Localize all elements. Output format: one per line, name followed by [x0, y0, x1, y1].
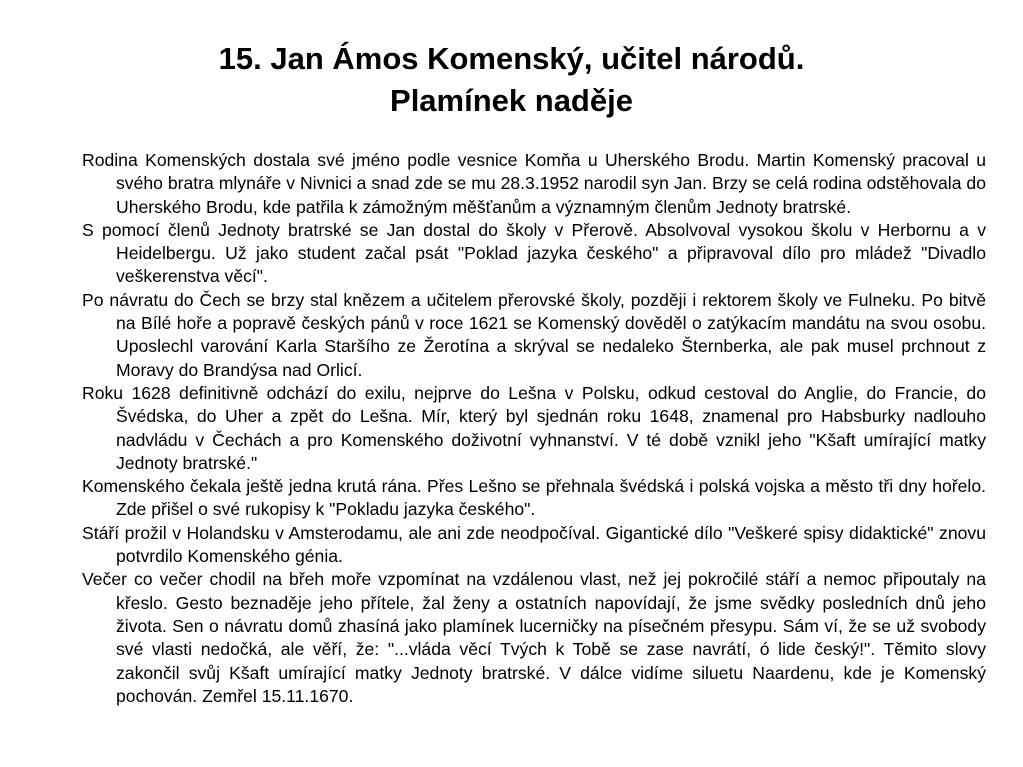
paragraph: Stáří prožil v Holandsku v Amsterodamu, ale ani zde neodpočíval. Gigantické dílo "Veškeré spisy didaktické" znovu potvrdilo Komenského génia. — [82, 522, 986, 567]
paragraph: S pomocí členů Jednoty bratrské se Jan dostal do školy v Přerově. Absolvoval vysokou školu v Herbornu a v Heidelbergu. Už jako student začal psát "Poklad jazyka českého" a připravoval dílo pro mládež "Divadlo veškerenstva věcí". — [82, 219, 986, 287]
paragraph: Roku 1628 definitivně odchází do exilu, nejprve do Lešna v Polsku, odkud cestoval do Anglie, do Francie, do Švédska, do Uher a zpět do Lešna. Mír, který byl sjednán roku 1648, znamenal pro Habsburky nadlouho nadvládu v Čechách a pro Komenského doživotní vyhnanství. V té době vznikl jeho "Kšaft umírající matky Jednoty bratrské." — [82, 382, 986, 473]
paragraph: Rodina Komenských dostala své jméno podle vesnice Komňa u Uherského Brodu. Martin Komenský pracoval u svého bratra mlynáře v Nivnici a snad zde se mu 28.3.1952 narodil syn Jan. Brzy se celá rodina odstěhovala do Uherského Brodu, kde patřila k zámožným měšťanům a významným členům Jednoty bratrské. — [82, 150, 986, 217]
paragraph: Komenského čekala ještě jedna krutá rána. Přes Lešno se přehnala švédská i polská vojska a město tři dny hořelo. Zde přišel o své rukopisy k "Pokladu jazyka českého". — [82, 476, 986, 520]
slide-body — [82, 149, 986, 708]
slide-subtitle: Plamínek naděje — [390, 83, 633, 118]
paragraph: Po návratu do Čech se brzy stal knězem a učitelem přerovské školy, později i rektorem školy ve Fulneku. Po bitvě na Bílé hoře a popravě českých pánů v roce 1621 se Komenský dověděl o zatýkacím mandátu na svou osobu. Uposlechl varování Karla Staršího ze Žerotína a skrýval se nedaleko Šternberka, ale pak musel prchnout z Moravy do Brandýsa nad Orlicí. — [82, 289, 986, 380]
paragraph: Večer co večer chodil na břeh moře vzpomínat na vzdálenou vlast, než jej pokročilé stáří a nemoc připoutaly na křeslo. Gesto beznaděje jeho přítele, žal ženy a ostatních napovídají, že jsme svědky posledních dnů jeho života. Sen o návratu domů zhasíná jako plamínek lucerničky na písečném přesypu. Sám ví, že se už svobody své vlasti nedočká, ale věří, že: "...vláda věcí Tvých k Tobě se zase navrátí, ó lide český!". Těmito slovy zakončil svůj Kšaft umírající matky Jednoty bratrské. V dálce vidíme siluetu Naardenu, kde je Komenský pochován. Zemřel 15.11.1670. — [82, 569, 986, 706]
slide-title: 15. Jan Ámos Komenský, učitel národů. — [218, 41, 805, 76]
